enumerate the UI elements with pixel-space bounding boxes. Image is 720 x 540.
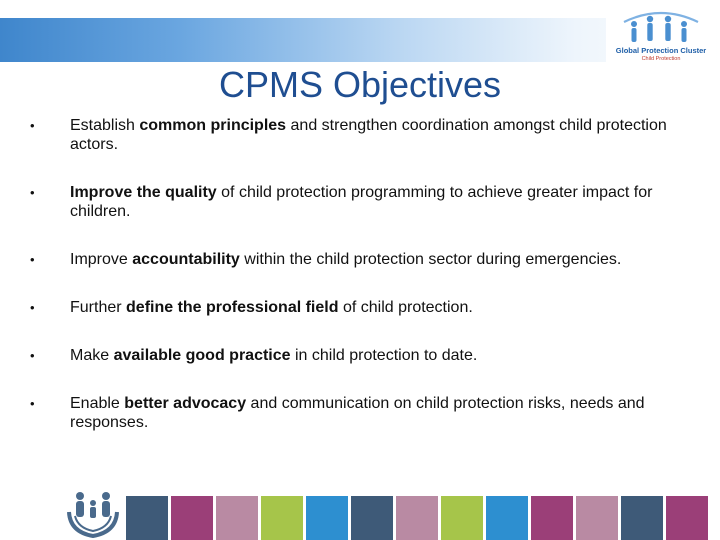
- objective-text-bold: available good practice: [113, 347, 291, 364]
- footer-color-block: [396, 496, 438, 540]
- bullet-marker: •: [30, 118, 35, 133]
- objective-text-pre: Improve: [70, 251, 133, 268]
- objective-item: [30, 298, 670, 317]
- objective-text-bold: Improve the quality: [70, 184, 217, 201]
- objective-text-post: and communication on child protection risks, needs and responses.: [70, 395, 645, 431]
- bullet-marker: •: [30, 185, 35, 200]
- bullet-marker: •: [30, 252, 35, 267]
- objective-text-post: within the child protection sector during emergencies.: [239, 251, 622, 268]
- bullet-marker: •: [30, 348, 35, 363]
- objective-text-pre: Enable: [70, 395, 125, 412]
- objective-text-pre: Further: [70, 299, 127, 316]
- objective-text-bold: define the professional field: [126, 299, 339, 316]
- objective-text-pre: Establish: [70, 117, 140, 134]
- objective-text-post: and strengthen coordination amongst child protection actors.: [70, 117, 667, 153]
- footer-color-block: [171, 496, 213, 540]
- objective-text-post: of child protection programming to achieve greater impact for children.: [70, 184, 653, 220]
- global-protection-cluster-logo: [606, 8, 716, 68]
- bullet-marker: •: [30, 300, 35, 315]
- family-hands-icon: [66, 488, 120, 540]
- objective-item: [30, 116, 670, 154]
- footer-color-block: [576, 496, 618, 540]
- objective-item: [30, 394, 670, 432]
- footer-color-block: [261, 496, 303, 540]
- objective-item: [30, 346, 670, 365]
- objective-text-post: in child protection to date.: [290, 347, 478, 364]
- slide-title: CPMS Objectives: [218, 64, 502, 105]
- footer-color-block: [531, 496, 573, 540]
- objective-text-bold: better advocacy: [124, 395, 247, 412]
- footer-color-bar: [126, 496, 720, 540]
- people-arc-icon: [620, 10, 702, 46]
- objective-text-pre: Make: [70, 347, 114, 364]
- footer-color-block: [486, 496, 528, 540]
- bullet-marker: •: [30, 396, 35, 411]
- logo-text: Global Protection Cluster: [615, 46, 707, 55]
- footer-color-block: [621, 496, 663, 540]
- logo-subtext: Child Protection: [641, 56, 681, 62]
- footer-color-block: [126, 496, 168, 540]
- footer-color-block: [216, 496, 258, 540]
- footer-color-block: [666, 496, 708, 540]
- objective-text-post: of child protection.: [338, 299, 473, 316]
- footer-color-block: [306, 496, 348, 540]
- objective-item: [30, 183, 670, 221]
- objective-text-bold: common principles: [139, 117, 287, 134]
- objective-text-bold: accountability: [132, 251, 240, 268]
- footer-color-block: [351, 496, 393, 540]
- objectives-list: [30, 116, 670, 461]
- objective-item: [30, 250, 670, 269]
- footer-color-block: [441, 496, 483, 540]
